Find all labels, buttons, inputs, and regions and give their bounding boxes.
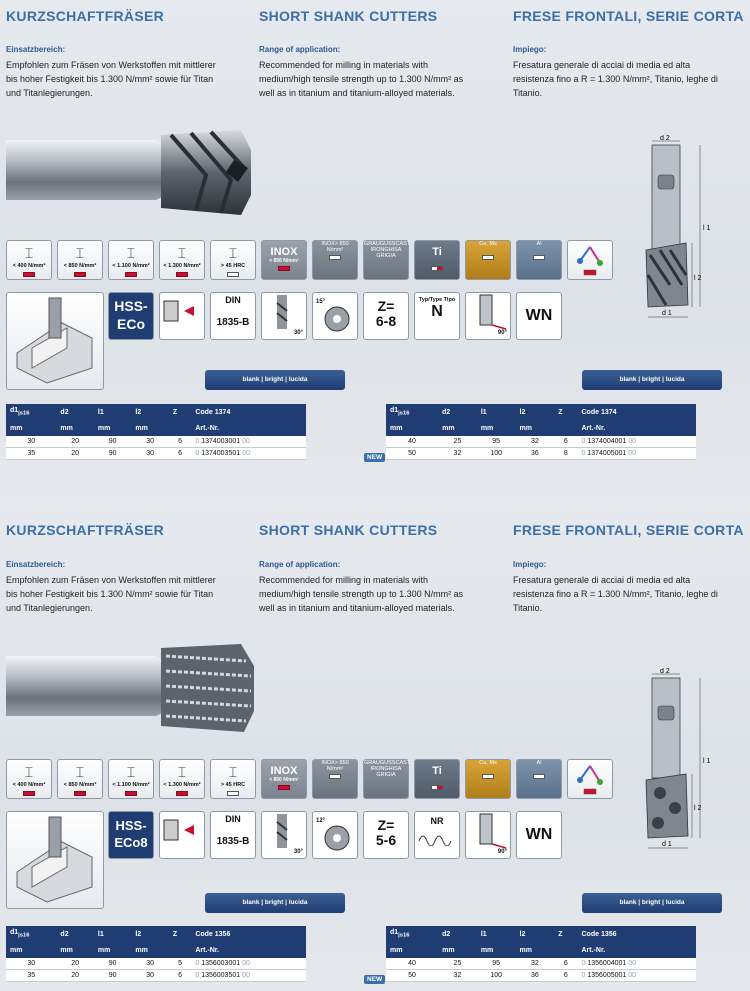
type-n: Typ/Type Tipo N xyxy=(414,292,460,340)
subtitle-en: Range of application: xyxy=(259,560,341,569)
new-badge: NEW xyxy=(364,453,385,462)
dim-l1: l 1 xyxy=(703,225,711,232)
material-1100: ⌶ < 1.100 N/mm² xyxy=(108,240,154,280)
material-850: ⌶ < 850 N/mm² xyxy=(57,240,103,280)
milling-illustration xyxy=(6,811,104,909)
subtitle-en: Range of application: xyxy=(259,45,341,54)
type-nr: NR xyxy=(414,811,460,859)
blank-finish-right: blank | bright | lucida xyxy=(582,893,722,913)
title-de: KURZSCHAFTFRÄSER xyxy=(6,522,165,538)
desc-it: Fresatura generale di acciai di media ed alta resistenza fino a R = 1.300 N/mm², Titanio, leghe di Titanio. xyxy=(513,60,718,98)
wn-standard: WN xyxy=(516,292,562,340)
table-right: $d1_{js16}$ d2 l1 l2 Z Code 1374 mm mm mm mm Art.-Nr. 40 25 95 32 6 0 1374004001 00 50 32 100 36 8 0 1374005001 00 xyxy=(386,404,696,460)
material-1300: ⌶ < 1.300 N/mm² xyxy=(159,759,205,799)
dimension-diagram xyxy=(630,135,730,325)
title-en: SHORT SHANK CUTTERS xyxy=(259,522,438,538)
title-de: KURZSCHAFTFRÄSER xyxy=(6,8,165,24)
desc-it: Fresatura generale di acciai di media ed alta resistenza fino a R = 1.300 N/mm², Titanio, leghe di Titanio. xyxy=(513,575,718,613)
dim-d2: d 2 xyxy=(660,668,670,675)
desc-de: Empfohlen zum Fräsen von Werkstoffen mit mittlerer bis hoher Festigkeit bis 1.300 N/mm² sowie für Titan und Titanlegierungen. xyxy=(6,575,216,613)
dim-l1: l 1 xyxy=(703,758,711,765)
subtitle-de: Einsatzbereich: xyxy=(6,560,66,569)
material-400: ⌶ < 400 N/mm² xyxy=(6,759,52,799)
dim-d1: d 1 xyxy=(662,310,672,317)
coolant-icon xyxy=(567,240,613,280)
material-inox-850: INOX < 850 N/mm² xyxy=(261,759,307,799)
table-row: 30 20 90 30 6 0 1374003001 00 xyxy=(6,436,306,448)
end-geometry: 90° xyxy=(465,811,511,859)
table-right: $d1_{js16}$ d2 l1 l2 Z Code 1356 mm mm mm mm Art.-Nr. 40 25 95 32 6 0 1356004001 00 50 32 100 36 6 0 1356005001 00 xyxy=(386,926,696,982)
blank-finish-left: blank | bright | lucida xyxy=(205,893,345,913)
rake-angle: 15° xyxy=(312,292,358,340)
cutter-image xyxy=(6,636,256,736)
title-it: FRESE FRONTALI, SERIE CORTA xyxy=(513,8,744,24)
dim-d1: d 1 xyxy=(662,841,672,848)
end-geometry: 90° xyxy=(465,292,511,340)
section-1356 xyxy=(0,496,750,991)
material-al: Al xyxy=(516,240,562,280)
milling-illustration xyxy=(6,292,104,390)
header-d1: $d1_{js16}$ xyxy=(6,404,56,420)
table-row: 30 20 90 30 5 0 1356003001 00 xyxy=(6,958,306,970)
dim-l2: l 2 xyxy=(694,275,702,282)
table-left: $d1_{js16}$ d2 l1 l2 Z Code 1374 mm mm mm mm Art.-Nr. 30 20 90 30 6 0 1374003001 00 35 20 90 30 6 0 1374003501 00 xyxy=(6,404,306,460)
helix-angle: 30° xyxy=(261,292,307,340)
wn-standard: WN xyxy=(516,811,562,859)
material-1100: ⌶ < 1.100 N/mm² xyxy=(108,759,154,799)
shank-shape-icon xyxy=(159,292,205,340)
material-850: ⌶ < 850 N/mm² xyxy=(57,759,103,799)
material-hrc: ⌶ > 45 HRC xyxy=(210,759,256,799)
coolant-icon xyxy=(567,759,613,799)
table-row: 35 20 90 30 6 0 1356003501 00 xyxy=(6,970,306,982)
table-row: 40 25 95 32 6 0 1356004001 00 xyxy=(386,958,696,970)
table-left: $d1_{js16}$ d2 l1 l2 Z Code 1356 mm mm mm mm Art.-Nr. 30 20 90 30 5 0 1356003001 00 35 20 90 30 6 0 1356003501 00 xyxy=(6,926,306,982)
subtitle-it: Impiego: xyxy=(513,560,547,569)
din-standard: DIN 1835-B xyxy=(210,811,256,859)
material-400: ⌶ < 400 N/mm² xyxy=(6,240,52,280)
material-inox-850: INOX < 850 N/mm² xyxy=(261,240,307,280)
tooth-count: Z= 6-8 xyxy=(363,292,409,340)
material-ti: Ti xyxy=(414,240,460,280)
dim-l2: l 2 xyxy=(694,805,702,812)
blank-finish-right: blank | bright | lucida xyxy=(582,370,722,390)
desc-de: Empfohlen zum Fräsen von Werkstoffen mit mittlerer bis hoher Festigkeit bis 1.300 N/mm² sowie für Titan und Titanlegierungen. xyxy=(6,60,216,98)
material-al: Al xyxy=(516,759,562,799)
material-grauguss: GRAUGUSSCAST IRONGHISA GRIGIA xyxy=(363,240,409,280)
din-standard: DIN 1835-B xyxy=(210,292,256,340)
dim-d2: d 2 xyxy=(660,135,670,142)
table-row: 40 25 95 32 6 0 1374004001 00 xyxy=(386,436,696,448)
title-en: SHORT SHANK CUTTERS xyxy=(259,8,438,24)
tooth-count: Z= 5-6 xyxy=(363,811,409,859)
rake-angle: 12° xyxy=(312,811,358,859)
material-1300: ⌶ < 1.300 N/mm² xyxy=(159,240,205,280)
material-grade: HSS-ECo8 xyxy=(108,811,154,859)
table-row: 50 32 100 36 8 0 1374005001 00 xyxy=(386,448,696,460)
table-row: 35 20 90 30 6 0 1374003501 00 xyxy=(6,448,306,460)
dimension-diagram xyxy=(630,668,730,858)
material-ti: Ti xyxy=(414,759,460,799)
subtitle-it: Impiego: xyxy=(513,45,547,54)
title-it: FRESE FRONTALI, SERIE CORTA xyxy=(513,522,744,538)
helix-angle: 30° xyxy=(261,811,307,859)
material-grade: HSS-ECo xyxy=(108,292,154,340)
blank-finish-left: blank | bright | lucida xyxy=(205,370,345,390)
section-1374 xyxy=(0,0,750,495)
cutter-image xyxy=(6,120,256,220)
material-cu-ms: Cu, Ms xyxy=(465,759,511,799)
desc-en: Recommended for milling in materials with medium/high tensile strength up to 1.300 N/mm² as well as in titanium and titanium-alloyed materials. xyxy=(259,575,464,613)
table-row: 50 32 100 36 6 0 1356005001 00 xyxy=(386,970,696,982)
material-grauguss: GRAUGUSSCAST IRONGHISA GRIGIA xyxy=(363,759,409,799)
desc-en: Recommended for milling in materials with medium/high tensile strength up to 1.300 N/mm² as well as in titanium and titanium-alloyed materials. xyxy=(259,60,464,98)
material-cu-ms: Cu, Ms xyxy=(465,240,511,280)
material-inox-over-850: INOX> 850 N/mm² xyxy=(312,759,358,799)
new-badge: NEW xyxy=(364,975,385,984)
shank-shape-icon xyxy=(159,811,205,859)
material-hrc: ⌶ > 45 HRC xyxy=(210,240,256,280)
material-inox-over-850: INOX> 850 N/mm² xyxy=(312,240,358,280)
subtitle-de: Einsatzbereich: xyxy=(6,45,66,54)
